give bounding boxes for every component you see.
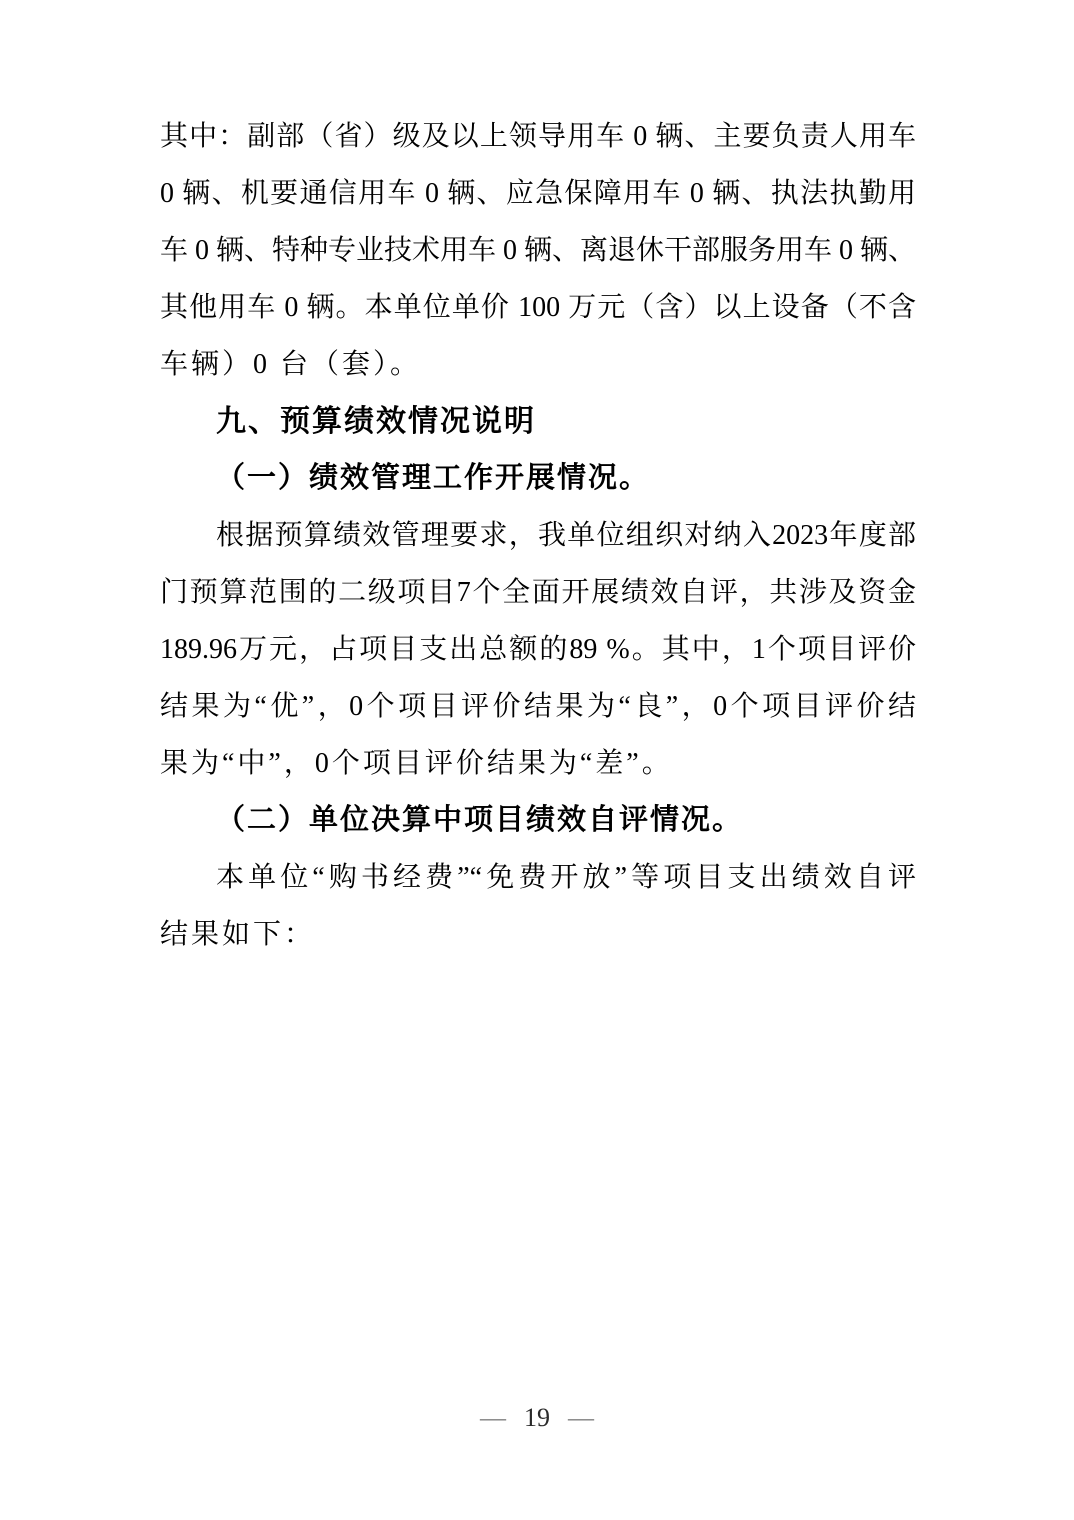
body-line: 结果为“优”，0个项目评价结果为“良”，0个项目评价结 bbox=[160, 691, 916, 722]
body-line: 本单位“购书经费”“免费开放”等项目支出绩效自评 bbox=[216, 862, 916, 893]
body-line: 根据预算绩效管理要求，我单位组织对纳入2023年度部 bbox=[216, 520, 916, 551]
body-line: 门预算范围的二级项目7个全面开展绩效自评，共涉及资金 bbox=[160, 577, 916, 608]
body-line: 车 0 辆、特种专业技术用车 0 辆、离退休干部服务用车 0 辆、 bbox=[160, 235, 916, 266]
body-line: 车辆）0 台（套）。 bbox=[160, 349, 422, 380]
footer-right-dash: — bbox=[568, 1403, 594, 1432]
body-line: 其中：副部（省）级及以上领导用车 0 辆、主要负责人用车 bbox=[160, 121, 916, 152]
body-line: 其他用车 0 辆。本单位单价 100 万元（含）以上设备（不含 bbox=[160, 292, 916, 323]
page-number: 19 bbox=[524, 1403, 550, 1432]
subsection-heading: （二）单位决算中项目绩效自评情况。 bbox=[216, 804, 744, 836]
body-line: 0 辆、机要通信用车 0 辆、应急保障用车 0 辆、执法执勤用 bbox=[160, 178, 916, 209]
body-line: 189.96万元，占项目支出总额的89 %。其中，1个项目评价 bbox=[160, 634, 916, 665]
footer-left-dash: — bbox=[480, 1403, 506, 1432]
body-line: 结果如下： bbox=[160, 919, 316, 950]
section-heading: 九、预算绩效情况说明 bbox=[216, 405, 536, 438]
page-footer bbox=[0, 1398, 1074, 1438]
body-line: 果为“中”，0个项目评价结果为“差”。 bbox=[160, 748, 673, 779]
subsection-heading: （一）绩效管理工作开展情况。 bbox=[216, 462, 651, 494]
page-body bbox=[160, 108, 916, 963]
